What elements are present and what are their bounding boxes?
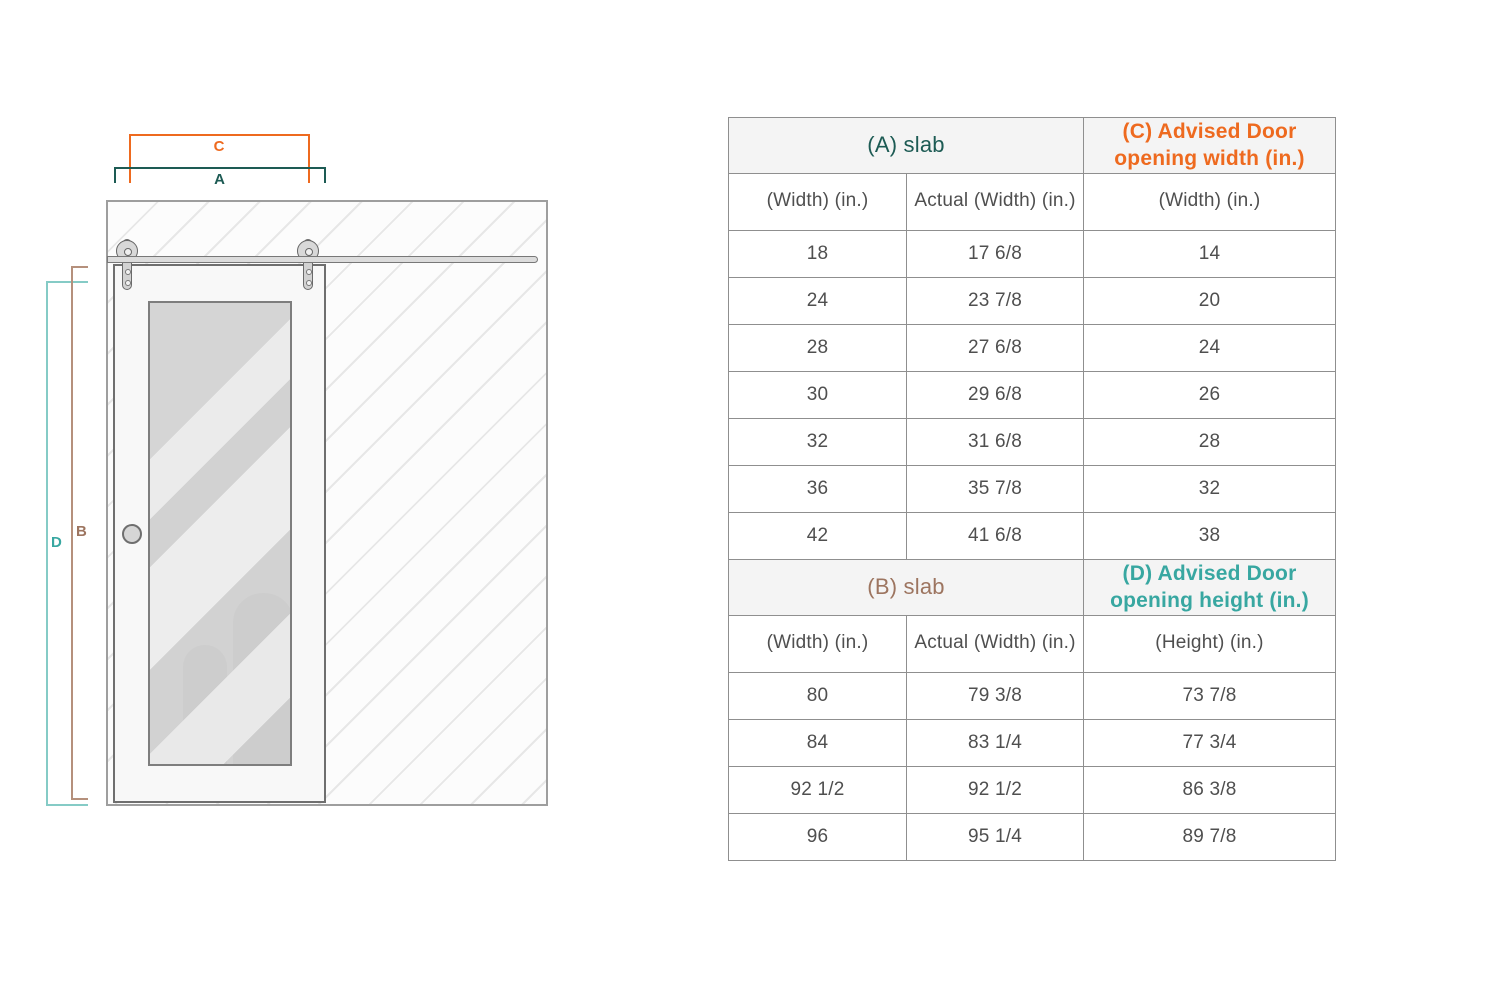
glass-sheen [150,303,290,764]
dim-label-d: D [51,533,62,551]
table-cell: 31 6/8 [907,418,1084,465]
screw-icon [306,269,312,275]
advised-height-header: (D) Advised Door opening height (in.) [1084,559,1336,615]
screw-icon [306,280,312,286]
table-row [729,672,1336,719]
table-row [729,615,1336,672]
table-cell: 14 [1084,230,1336,277]
table-cell: 35 7/8 [907,465,1084,512]
table-row [729,813,1336,860]
table-cell: 17 6/8 [907,230,1084,277]
table-cell: 32 [729,418,907,465]
table-row [729,559,1336,615]
dim-label-b: B [76,523,87,541]
column-header: (Width) (in.) [729,173,907,230]
dim-bracket-b [71,266,88,800]
table-cell: 77 3/4 [1084,719,1336,766]
dim-label-a: A [214,171,226,188]
screw-icon [125,280,131,286]
table-row [729,277,1336,324]
table-cell: 20 [1084,277,1336,324]
table-cell: 23 7/8 [907,277,1084,324]
size-table [728,117,1336,861]
height-slab-header: (B) slab [729,559,1084,615]
table-row [729,465,1336,512]
table-cell: 95 1/4 [907,813,1084,860]
table-cell: 80 [729,672,907,719]
table-cell: 26 [1084,371,1336,418]
table-cell: 30 [729,371,907,418]
table-row [729,173,1336,230]
table-cell: 36 [729,465,907,512]
column-header: (Width) (in.) [1084,173,1336,230]
wheel-hub-icon [305,248,313,256]
sliding-rail [107,256,538,263]
column-header: Actual (Width) (in.) [907,173,1084,230]
table-row [729,230,1336,277]
table-cell: 38 [1084,512,1336,559]
column-header: Actual (Width) (in.) [907,615,1084,672]
table-cell: 24 [1084,324,1336,371]
table-cell: 28 [1084,418,1336,465]
door-slab [113,264,326,803]
wheel-hub-icon [124,248,132,256]
screw-icon [125,269,131,275]
table-cell: 89 7/8 [1084,813,1336,860]
table-cell: 92 1/2 [907,766,1084,813]
column-header: (Height) (in.) [1084,615,1336,672]
table-cell: 83 1/4 [907,719,1084,766]
table-cell: 73 7/8 [1084,672,1336,719]
table-row [729,512,1336,559]
table-cell: 42 [729,512,907,559]
door-knob [122,524,142,544]
table-cell: 18 [729,230,907,277]
table-cell: 32 [1084,465,1336,512]
door-glass-panel [148,301,292,766]
table-row [729,324,1336,371]
dim-label-c: C [213,138,226,155]
advised-width-header: (C) Advised Door opening width (in.) [1084,118,1336,174]
column-header: (Width) (in.) [729,615,907,672]
table-cell: 86 3/8 [1084,766,1336,813]
table-cell: 79 3/8 [907,672,1084,719]
table-row [729,766,1336,813]
table-cell: 24 [729,277,907,324]
table-cell: 96 [729,813,907,860]
table-cell: 92 1/2 [729,766,907,813]
width-slab-header: (A) slab [729,118,1084,174]
table-row [729,719,1336,766]
table-row [729,371,1336,418]
table-cell: 28 [729,324,907,371]
table-row [729,418,1336,465]
dim-bracket-a [114,167,326,188]
table-cell: 29 6/8 [907,371,1084,418]
table-row [729,118,1336,174]
table-cell: 27 6/8 [907,324,1084,371]
table-cell: 41 6/8 [907,512,1084,559]
table-cell: 84 [729,719,907,766]
